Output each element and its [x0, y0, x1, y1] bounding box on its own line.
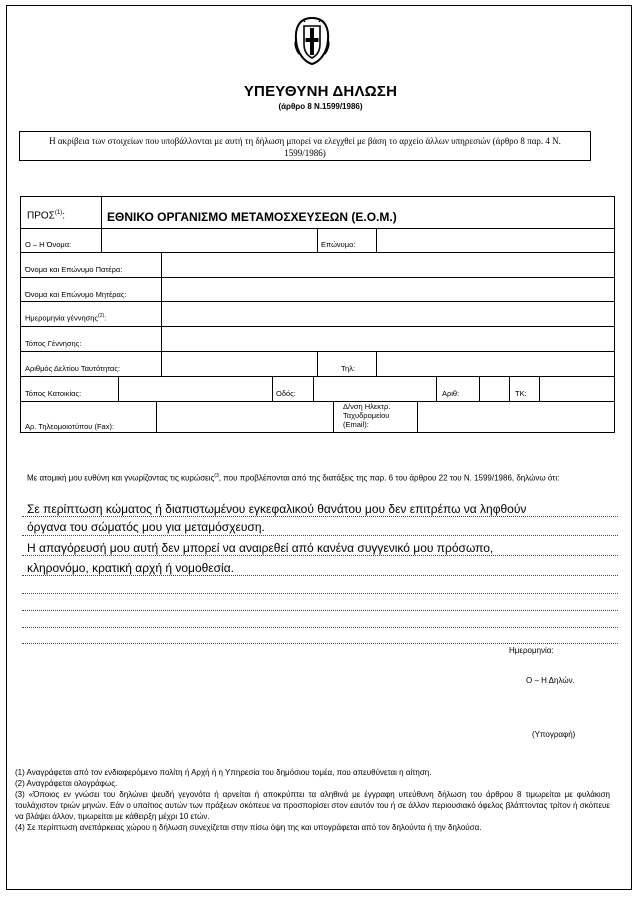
footnote-1: (1) Αναγράφεται από τον ενδιαφερόμενο πολίτη ή Αρχή ή η Υπηρεσία του δημόσιου τομέα, που απευθύνεται η αίτηση.	[15, 768, 432, 777]
dotted-line	[22, 610, 618, 611]
signature-label: (Υπογραφή)	[532, 730, 576, 739]
father-name-label: Όνομα και Επώνυμο Πατέρα:	[25, 265, 123, 274]
mother-name-field[interactable]	[163, 279, 613, 300]
dotted-line	[22, 627, 618, 628]
email-field[interactable]	[419, 403, 613, 432]
street-label: Οδός:	[276, 389, 296, 398]
residence-label: Τόπος Κατοικίας:	[25, 389, 82, 398]
id-number-label: Αριθμός Δελτίου Ταυτότητας:	[25, 364, 121, 373]
dotted-line	[22, 575, 618, 576]
signature-field[interactable]	[440, 690, 600, 728]
id-number-field[interactable]	[163, 353, 315, 375]
first-name-label: Ο – Η Όνομα:	[25, 240, 72, 249]
birthplace-field[interactable]	[163, 328, 613, 350]
footnote-4: (4) Σε περίπτωση ανεπάρκειας χώρου η δήλωση συνεχίζεται στην πίσω όψη της και υπογράφεται από τον δηλούντα ή την δηλούσα.	[15, 823, 482, 832]
declaration-intro: Με ατομική μου ευθύνη και γνωρίζοντας τις κυρώσεις$^{(3}$, που προβλέπονται από της διατάξεις της παρ. 6 του άρθρου 22 του Ν. 1599/1986, δηλώνω ότι:	[27, 473, 560, 483]
email-label: Δ/νση Ηλεκτρ. Ταχυδρομείου (Email):	[343, 402, 391, 429]
postcode-field[interactable]	[541, 378, 613, 400]
recipient-label: ΠΡΟΣ$^{(1)}$:	[27, 210, 65, 222]
dotted-line	[22, 516, 618, 517]
declaration-line-4: κληρονόμο, κρατική αρχή ή νομοθεσία.	[27, 561, 234, 575]
dotted-line	[22, 555, 618, 556]
postcode-label: ΤΚ:	[515, 389, 527, 398]
page-title: ΥΠΕΥΘΥΝΗ ΔΗΛΩΣΗ	[243, 83, 398, 100]
accuracy-notice: Η ακρίβεια των στοιχείων που υποβάλλονται με αυτή τη δήλωση μπορεί να ελεγχθεί με βάση το αρχείο άλλων υπηρεσιών (άρθρο 8 παρ. 4 Ν. 1599/1986)	[19, 131, 591, 161]
birthdate-label: Ημερομηνία γέννησης$^{(2)}$:	[25, 313, 107, 323]
residence-field[interactable]	[120, 378, 270, 400]
street-number-label: Αριθ:	[442, 389, 460, 398]
street-number-field[interactable]	[481, 378, 508, 400]
dotted-line	[22, 535, 618, 536]
dotted-line	[22, 643, 618, 644]
street-field[interactable]	[315, 378, 435, 400]
date-label: Ημερομηνία:	[509, 646, 554, 655]
first-name-field[interactable]	[103, 230, 315, 251]
fax-field[interactable]	[158, 403, 332, 432]
phone-field[interactable]	[378, 353, 612, 375]
declaration-line-2: όργανα του σώματός μου για μεταμόσχευση.	[27, 520, 265, 534]
declaration-line-1: Σε περίπτωση κώματος ή διαπιστωμένου εγκεφαλικού θανάτου μου δεν επιτρέπω να ληφθούν	[27, 502, 527, 516]
recipient-value: ΕΘΝΙΚΟ ΟΡΓΑΝΙΣΜΟ ΜΕΤΑΜΟΣΧΕΥΣΕΩΝ (Ε.Ο.Μ.)	[107, 210, 397, 224]
greek-coat-of-arms-icon	[290, 14, 334, 66]
declarant-label: Ο – Η Δηλών.	[526, 676, 575, 685]
birthplace-label: Τόπος Γέννησης:	[25, 339, 82, 348]
declaration-line-3: Η απαγόρευσή μου αυτή δεν μπορεί να αναιρεθεί από κανένα συγγενικό μου πρόσωπο,	[27, 541, 494, 555]
mother-name-label: Όνομα και Επώνυμο Μητέρας:	[25, 290, 127, 299]
phone-label: Τηλ:	[341, 364, 356, 373]
footnote-2: (2) Αναγράφεται ολογράφως.	[15, 779, 118, 788]
fax-label: Αρ. Τηλεομοιοτύπου (Fax):	[25, 422, 115, 431]
birthdate-field[interactable]	[163, 303, 613, 325]
surname-label: Επώνυμο:	[321, 240, 356, 249]
dotted-line	[22, 593, 618, 594]
law-reference: (άρθρο 8 Ν.1599/1986)	[278, 102, 363, 111]
surname-field[interactable]	[378, 230, 612, 251]
personal-details-table	[20, 196, 615, 433]
footnote-3: (3) «Όποιος εν γνώσει του δηλώνει ψευδή γεγονότα ή αρνείται ή αποκρύπτει τα αληθινά με έγγραφη υπεύθυνη δήλωση του άρθρου 8 τιμωρείται με φυλάκιση τουλάχιστον τριών μηνών. Εάν ο υπαίτιος αυτών των πράξεων σκόπευε να προσπορίσει στον εαυτόν του ή σε άλλον περιουσιακό όφελος βλάπτοντας τρίτον ή σκόπευε να βλάψει άλλον, τιμωρείται με κάθειρξη μέχρι 10 ετών.	[15, 790, 610, 821]
father-name-field[interactable]	[163, 254, 613, 276]
footnotes	[15, 767, 610, 833]
